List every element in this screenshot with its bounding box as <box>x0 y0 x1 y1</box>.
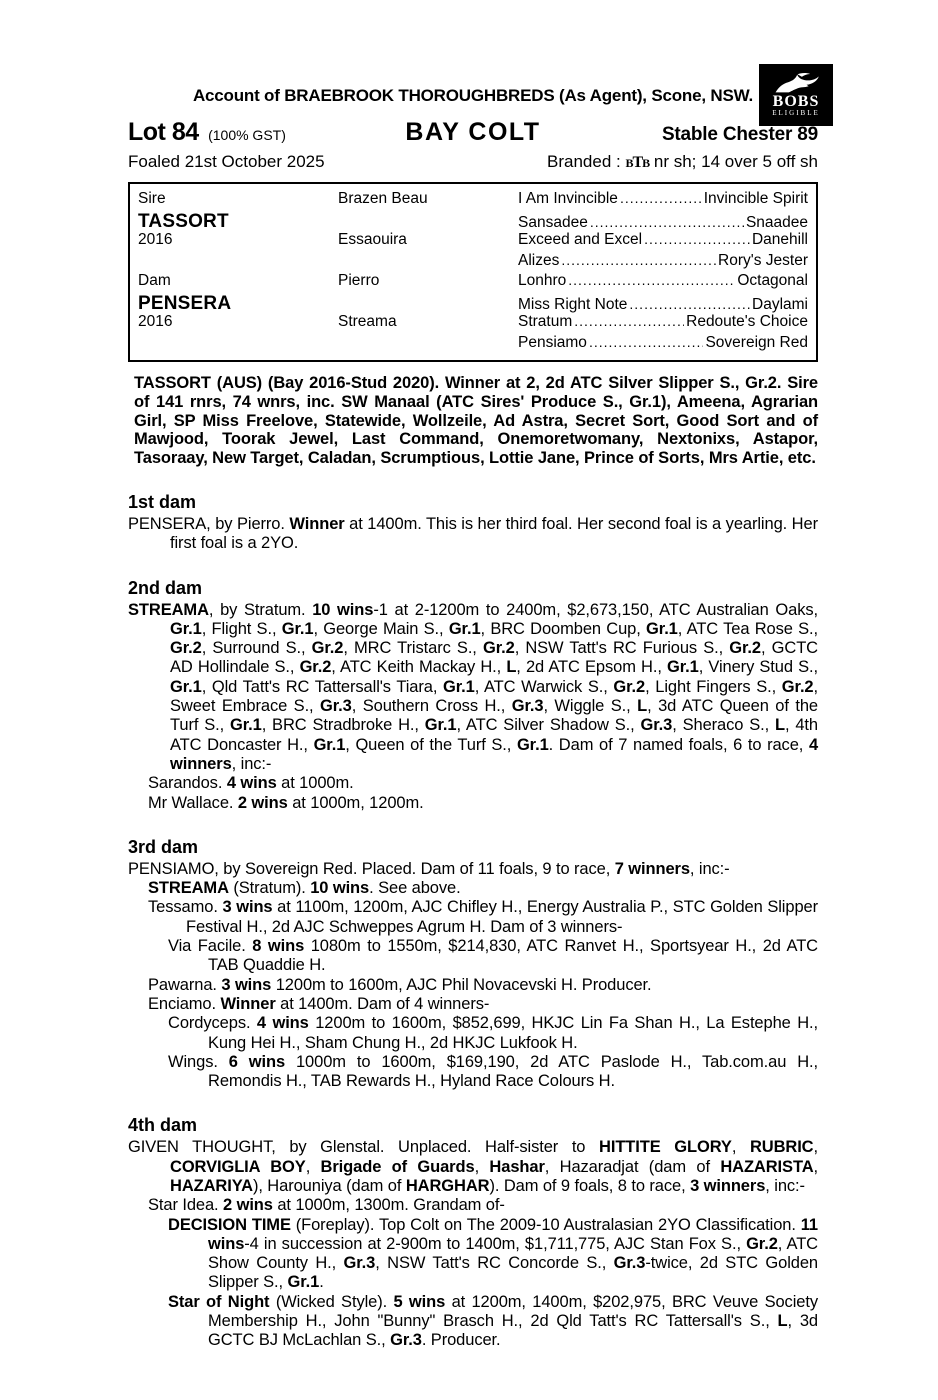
pedigree-paragraph: PENSIAMO, by Sovereign Red. Placed. Dam of 11 foals, 9 to race, 7 winners, inc:- <box>128 859 730 878</box>
gen3-grandsire-name: Sovereign Red <box>705 333 808 351</box>
dot-leader <box>629 296 750 314</box>
pedigree-gen2-cell: Pierro <box>338 272 380 289</box>
pedigree-row <box>138 272 812 293</box>
pedigree-paragraph: Star Idea. 2 wins at 1000m, 1300m. Grandam of- <box>148 1196 505 1215</box>
pedigree-gen2-cell: Essaouira <box>338 231 407 248</box>
pedigree-row <box>138 190 812 211</box>
pedigree-table <box>128 182 818 362</box>
dot-leader <box>574 313 684 331</box>
pedigree-row <box>138 231 812 252</box>
lot-left-group <box>128 118 405 147</box>
pedigree-row <box>138 313 812 334</box>
dot-leader <box>644 231 750 249</box>
vendor-account-line: Account of BRAEBROOK THOROUGHBREDS (As Agent), Scone, NSW. <box>192 86 754 105</box>
gen3-grandsire-name: Octagonal <box>737 272 808 289</box>
pedigree-paragraph: Pawarna. 3 wins 1200m to 1600m, AJC Phil Novacevski H. Producer. <box>148 975 652 994</box>
gen3-sire-name: Alizes <box>518 251 560 269</box>
dot-leader <box>589 334 704 352</box>
dam-heading: 3rd dam <box>128 836 199 857</box>
gen3-grandsire-name: Rory's Jester <box>718 251 808 269</box>
pedigree-paragraph: Tessamo. 3 wins at 1100m, 1200m, AJC Chifley H., Energy Australia P., STC Golden Slipper Festival H., 2d AJC Schweppes Agrum H. Dam of 3 winners- <box>148 898 819 936</box>
dot-leader <box>620 190 702 208</box>
gen3-sire-name: Sansadee <box>518 213 588 231</box>
pedigree-paragraph: STREAMA (Stratum). 10 wins. See above. <box>148 879 461 898</box>
pedigree-paragraph: Wings. 6 wins 1000m to 1600m, $169,190, 2d ATC Paslode H., Tab.com.au H., Remondis H., TAB Rewards H., Hyland Race Colours H. <box>168 1052 818 1091</box>
pedigree-gen3-cell <box>518 334 812 352</box>
gen3-grandsire-name: Redoute's Choice <box>686 313 808 330</box>
pedigree-paragraph: Sarandos. 4 wins at 1000m. <box>148 774 354 793</box>
pedigree-gen3-cell <box>518 190 812 208</box>
pedigree-paragraph: Via Facile. 8 wins 1080m to 1550m, $214,830, ATC Ranvet H., Sportsyear H., 2d ATC TAB Quaddie H. <box>168 937 818 975</box>
gen3-sire-name: I Am Invincible <box>518 190 618 207</box>
gen3-grandsire-name: Danehill <box>751 231 808 248</box>
pedigree-gen1-cell: PENSERA <box>138 292 232 314</box>
brand-mark-glyph: BTB <box>625 154 650 171</box>
pedigree-gen2-cell: Brazen Beau <box>338 190 428 207</box>
foaled-branded-row <box>128 152 818 172</box>
pedigree-row <box>138 334 812 355</box>
pedigree-gen1-cell: 2016 <box>138 231 173 248</box>
pedigree-paragraph: Star of Night (Wicked Style). 5 wins at 1200m, 1400m, $202,975, BRC Veuve Society Membership H., John "Bunny" Brasch H., 2d Qld Tatt's RC Tattersall's S., L, 3d GCTC BJ McLachlan S., Gr.3. Producer. <box>168 1292 819 1350</box>
pedigree-gen1-cell: TASSORT <box>138 210 229 232</box>
pedigree-gen3-cell <box>518 296 812 314</box>
pedigree-gen3-cell <box>518 272 812 290</box>
dot-leader <box>568 272 735 290</box>
pedigree-gen3-cell <box>518 252 812 270</box>
gen3-grandsire-name: Snaadee <box>745 213 808 231</box>
pedigree-paragraph: Cordyceps. 4 wins 1200m to 1600m, $852,699, HKJC Lin Fa Shan H., La Estephe H., Kung Hei H., Sham Chung H., 2d HKJC Lukfook H. <box>168 1014 818 1052</box>
stable-location: Stable Chester 89 <box>661 124 818 145</box>
section-3rd-dam <box>128 837 818 1092</box>
lot-number: Lot 84 <box>128 118 199 146</box>
pedigree-paragraph: Mr Wallace. 2 wins at 1000m, 1200m. <box>148 793 424 812</box>
pedigree-paragraph: Enciamo. Winner at 1400m. Dam of 4 winners- <box>148 994 490 1013</box>
dam-sections <box>128 492 818 1351</box>
dam-heading: 4th dam <box>128 1115 198 1136</box>
pedigree-paragraph: GIVEN THOUGHT, by Glenstal. Unplaced. Half-sister to HITTITE GLORY, RUBRIC, CORVIGLIA BOY, Brigade of Guards, Hashar, Hazaradjat (dam of HAZARISTA, HAZARIYA), Harouniya (dam of HARGHAR). Dam of 9 foals, 8 to race, 3 winners, inc:- <box>128 1138 818 1195</box>
gen3-sire-name: Miss Right Note <box>518 295 628 313</box>
page-title: BAY COLT <box>405 118 541 146</box>
dam-heading: 2nd dam <box>128 577 203 598</box>
sire-summary-paragraph: TASSORT (AUS) (Bay 2016-Stud 2020). Winner at 2, 2d ATC Silver Slipper S., Gr.2. Sire of 141 rnrs, 74 wnrs, inc. SW Manaal (ATC Sires' Produce S., Gr.1), Ameena, Agrarian Girl, SP Miss Freelove, Statewide, Wollzeile, Ad Astra, Secret Sort, Good Sort and of Mawjood, Toorak Jewel, Last Command, Onemoretwomany, Nextonixs, Astapor, Tasoraay, New Target, Caladan, Scrumptious, Lottie Jane, Prince of Sorts, Mrs Artie, etc. <box>134 374 818 468</box>
pedigree-gen3-cell <box>518 231 812 249</box>
pedigree-gen1-cell: Dam <box>138 272 171 289</box>
branded-prefix: Branded : <box>547 152 626 171</box>
dam-heading: 1st dam <box>128 491 197 512</box>
bobs-eligible-text: ELIGIBLE <box>772 109 820 117</box>
pedigree-gen1-cell: 2016 <box>138 313 173 330</box>
dot-leader <box>590 214 744 232</box>
gen3-sire-name: Pensiamo <box>518 333 587 351</box>
gen3-grandsire-name: Invincible Spirit <box>703 190 808 207</box>
branded-suffix: nr sh; 14 over 5 off sh <box>649 152 818 171</box>
lot-header-row <box>128 118 818 147</box>
section-1st-dam <box>128 492 818 554</box>
dot-leader <box>561 252 716 270</box>
pedigree-row <box>138 211 812 232</box>
gen3-sire-name: Stratum <box>518 313 573 330</box>
pedigree-paragraph: PENSERA, by Pierro. Winner at 1400m. This is her third foal. Her second foal is a yearling. Her first foal is a 2YO. <box>128 514 818 553</box>
pedigree-row <box>138 293 812 314</box>
branded-info <box>547 152 818 172</box>
gst-note: (100% GST) <box>208 127 286 143</box>
pedigree-paragraph: STREAMA, by Stratum. 10 wins-1 at 2-1200m to 2400m, $2,673,150, ATC Australian Oaks, Gr.1, Flight S., Gr.1, George Main S., Gr.1, BRC Doomben Cup, Gr.1, ATC Tea Rose S., Gr.2, Surround S., Gr.2, MRC Tristarc S., Gr.2, NSW Tatt's RC Furious S., Gr.2, GCTC AD Hollindale S., Gr.2, ATC Keith Mackay H., L, 2d ATC Epsom H., Gr.1, Vinery Stud S., Gr.1, Qld Tatt's RC Tattersall's Tiara, Gr.1, ATC Warwick S., Gr.2, Light Fingers S., Gr.2, Sweet Embrace S., Gr.3, Southern Cross H., Gr.3, Wiggle S., L, 3d ATC Queen of the Turf S., Gr.1, BRC Stradbroke H., Gr.1, ATC Silver Shadow S., Gr.3, Sheraco S., L, 4th ATC Doncaster H., Gr.1, Queen of the Turf S., Gr.1. Dam of 7 named foals, 6 to race, 4 winners, inc:- <box>128 600 819 773</box>
pedigree-row <box>138 252 812 273</box>
bobs-logo-text: BOBS <box>772 93 820 110</box>
gen3-sire-name: Exceed and Excel <box>518 231 643 248</box>
page-content <box>128 86 818 1351</box>
section-2nd-dam <box>128 578 818 813</box>
pedigree-gen3-cell <box>518 313 812 331</box>
foaled-date: Foaled 21st October 2025 <box>128 152 325 171</box>
gen3-grandsire-name: Daylami <box>752 295 808 313</box>
pedigree-gen2-cell: Streama <box>338 313 397 330</box>
pedigree-gen1-cell: Sire <box>138 190 166 207</box>
pedigree-gen3-cell <box>518 214 812 232</box>
section-4th-dam <box>128 1115 818 1350</box>
gen3-sire-name: Lonhro <box>518 272 567 289</box>
pedigree-paragraph: DECISION TIME (Foreplay). Top Colt on The 2009-10 Australasian 2YO Classification. 11 wins-4 in succession at 2-900m to 1400m, $1,711,775, AJC Stan Fox S., Gr.2, ATC Show County H., Gr.3, NSW Tatt's RC Concorde S., Gr.3-twice, 2d STC Golden Slipper S., Gr.1. <box>168 1215 818 1292</box>
